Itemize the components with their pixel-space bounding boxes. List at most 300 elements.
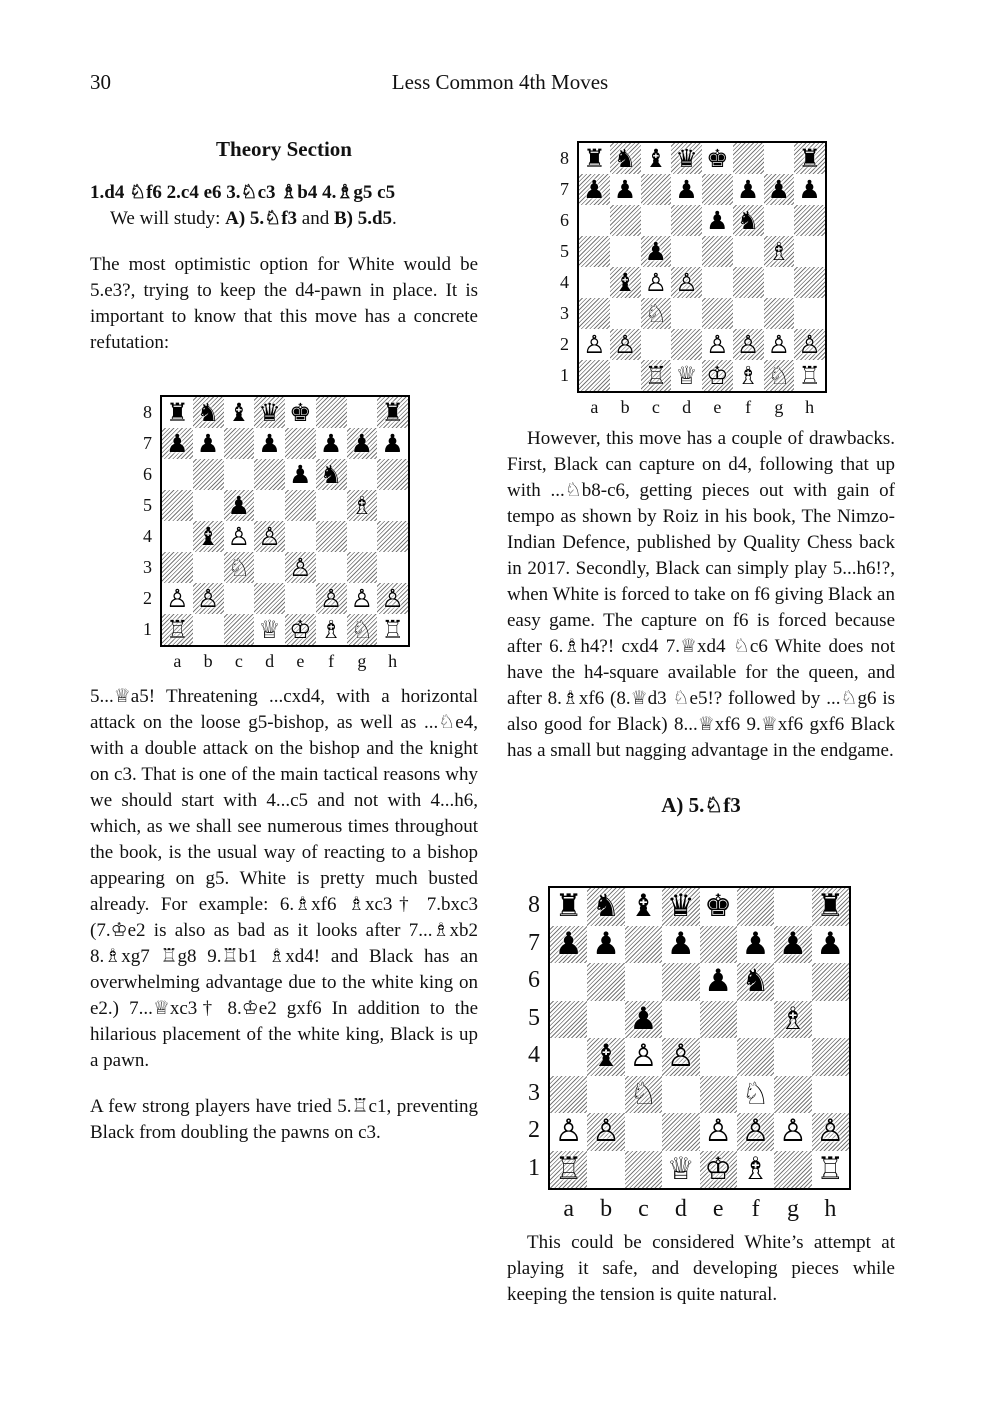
square-f1 bbox=[733, 360, 764, 391]
square-b4 bbox=[193, 521, 224, 552]
square-e2 bbox=[700, 1113, 737, 1151]
piece-a7: ♟ bbox=[554, 925, 583, 962]
square-f2 bbox=[737, 1113, 774, 1151]
piece-h8: ♜ bbox=[816, 888, 845, 925]
square-f4 bbox=[733, 267, 764, 298]
square-a8 bbox=[579, 143, 610, 174]
piece-d4: ♙ bbox=[675, 268, 698, 297]
piece-f2: ♙ bbox=[319, 584, 343, 613]
square-a4 bbox=[550, 1038, 587, 1076]
study-end: . bbox=[392, 208, 397, 229]
square-f5 bbox=[316, 490, 347, 521]
file-label: e bbox=[713, 397, 722, 417]
piece-d4: ♙ bbox=[258, 522, 281, 551]
piece-g2: ♙ bbox=[779, 1113, 807, 1150]
piece-h1: ♖ bbox=[381, 615, 404, 644]
square-g6 bbox=[774, 963, 811, 1001]
square-d8 bbox=[254, 397, 285, 428]
piece-a8: ♜ bbox=[554, 888, 583, 925]
square-f7 bbox=[733, 174, 764, 205]
piece-g5: ♗ bbox=[350, 491, 374, 520]
paragraph-5: This could be considered White’s attempt at playing it safe, and developing pieces while keeping the tension is quite natural. bbox=[507, 1232, 895, 1305]
piece-b8: ♞ bbox=[196, 398, 220, 427]
square-d5 bbox=[662, 1001, 699, 1039]
square-c7 bbox=[224, 428, 255, 459]
square-f4 bbox=[737, 1038, 774, 1076]
main-line: 1.d4 ♘f6 2.c4 e6 3.♘c3 ♗b4 4.♗g5 c5 bbox=[90, 182, 396, 203]
piece-e6: ♟ bbox=[704, 963, 733, 1000]
square-a6 bbox=[162, 459, 193, 490]
piece-h2: ♙ bbox=[798, 330, 821, 359]
square-d1 bbox=[671, 360, 702, 391]
piece-b7: ♟ bbox=[613, 175, 637, 204]
square-a3 bbox=[579, 298, 610, 329]
square-e1 bbox=[285, 614, 316, 645]
square-c2 bbox=[625, 1113, 662, 1151]
piece-g1: ♘ bbox=[350, 615, 374, 644]
square-h1 bbox=[794, 360, 825, 391]
square-g2 bbox=[347, 583, 378, 614]
piece-c3: ♘ bbox=[227, 553, 251, 582]
square-b7 bbox=[587, 926, 624, 964]
piece-c8: ♝ bbox=[644, 144, 668, 173]
rank-label: 2 bbox=[560, 333, 569, 354]
file-label: a bbox=[563, 1196, 575, 1222]
square-h3 bbox=[812, 1076, 849, 1114]
square-e3 bbox=[700, 1076, 737, 1114]
piece-f2: ♙ bbox=[741, 1113, 770, 1150]
piece-g5: ♗ bbox=[767, 237, 791, 266]
piece-d8: ♛ bbox=[666, 888, 695, 925]
square-e3 bbox=[702, 298, 733, 329]
file-label: h bbox=[388, 651, 398, 671]
rank-label: 4 bbox=[143, 525, 152, 546]
square-g8 bbox=[347, 397, 378, 428]
square-h8 bbox=[812, 888, 849, 926]
piece-g7: ♟ bbox=[350, 429, 374, 458]
piece-f7: ♟ bbox=[741, 925, 770, 962]
square-d8 bbox=[671, 143, 702, 174]
study-b: B) 5.d5 bbox=[333, 208, 393, 229]
square-g5 bbox=[347, 490, 378, 521]
piece-b2: ♙ bbox=[592, 1113, 620, 1150]
piece-b4: ♝ bbox=[613, 268, 637, 297]
rank-label: 2 bbox=[143, 587, 152, 608]
square-c5 bbox=[625, 1001, 662, 1039]
square-c4 bbox=[224, 521, 255, 552]
square-e4 bbox=[285, 521, 316, 552]
square-d2 bbox=[254, 583, 285, 614]
square-e1 bbox=[702, 360, 733, 391]
piece-h7: ♟ bbox=[798, 175, 821, 204]
square-f7 bbox=[316, 428, 347, 459]
piece-a2: ♙ bbox=[554, 1113, 583, 1150]
rank-label: 5 bbox=[143, 494, 152, 515]
square-f2 bbox=[316, 583, 347, 614]
square-b1 bbox=[610, 360, 641, 391]
square-a1 bbox=[550, 1151, 587, 1189]
piece-h8: ♜ bbox=[798, 144, 821, 173]
rank-label: 7 bbox=[560, 178, 569, 199]
square-f3 bbox=[737, 1076, 774, 1114]
piece-f6: ♞ bbox=[319, 460, 343, 489]
piece-h2: ♙ bbox=[381, 584, 404, 613]
right-column-top bbox=[507, 426, 895, 818]
piece-e8: ♚ bbox=[706, 144, 729, 173]
square-h4 bbox=[377, 521, 408, 552]
piece-c5: ♟ bbox=[227, 491, 251, 520]
square-c7 bbox=[625, 926, 662, 964]
piece-e8: ♚ bbox=[289, 398, 312, 427]
piece-c5: ♟ bbox=[629, 1000, 658, 1037]
running-title: Less Common 4th Moves bbox=[391, 70, 609, 94]
square-a1 bbox=[162, 614, 193, 645]
rank-label: 6 bbox=[528, 967, 540, 994]
subsection-title: A) 5.♘f3 bbox=[661, 793, 741, 817]
square-c4 bbox=[625, 1038, 662, 1076]
square-g6 bbox=[347, 459, 378, 490]
square-c6 bbox=[625, 963, 662, 1001]
square-c2 bbox=[641, 329, 672, 360]
square-g7 bbox=[764, 174, 795, 205]
piece-c4: ♙ bbox=[644, 268, 668, 297]
square-a3 bbox=[162, 552, 193, 583]
square-e2 bbox=[702, 329, 733, 360]
square-d1 bbox=[662, 1151, 699, 1189]
square-e6 bbox=[285, 459, 316, 490]
rank-label: 8 bbox=[143, 401, 152, 422]
piece-d7: ♟ bbox=[675, 175, 698, 204]
study-line bbox=[90, 206, 478, 232]
piece-b8: ♞ bbox=[613, 144, 637, 173]
piece-a1: ♖ bbox=[554, 1150, 583, 1187]
square-d3 bbox=[254, 552, 285, 583]
file-label: b bbox=[600, 1196, 613, 1222]
square-h1 bbox=[812, 1151, 849, 1189]
square-b7 bbox=[193, 428, 224, 459]
square-b8 bbox=[587, 888, 624, 926]
piece-a2: ♙ bbox=[166, 584, 189, 613]
square-b5 bbox=[610, 236, 641, 267]
square-b2 bbox=[587, 1113, 624, 1151]
piece-e3: ♙ bbox=[289, 553, 312, 582]
piece-b2: ♙ bbox=[613, 330, 637, 359]
square-f2 bbox=[733, 329, 764, 360]
piece-c8: ♝ bbox=[227, 398, 251, 427]
piece-b7: ♟ bbox=[196, 429, 220, 458]
square-a8 bbox=[162, 397, 193, 428]
section-title: Theory Section bbox=[216, 137, 352, 161]
square-e1 bbox=[700, 1151, 737, 1189]
square-b1 bbox=[587, 1151, 624, 1189]
piece-d8: ♛ bbox=[258, 398, 281, 427]
piece-a7: ♟ bbox=[166, 429, 189, 458]
square-c3 bbox=[641, 298, 672, 329]
file-label: c bbox=[651, 397, 660, 417]
square-d6 bbox=[254, 459, 285, 490]
piece-f7: ♟ bbox=[319, 429, 343, 458]
study-and: and bbox=[297, 208, 334, 229]
paragraph-1: The most optimistic option for White would be 5.e3?, trying to keep the d4-pawn in place. It is important to know that this move has a concrete refutation: bbox=[90, 254, 478, 353]
square-h6 bbox=[794, 205, 825, 236]
piece-f7: ♟ bbox=[736, 175, 760, 204]
square-b5 bbox=[587, 1001, 624, 1039]
piece-e2: ♙ bbox=[706, 330, 729, 359]
piece-b4: ♝ bbox=[592, 1038, 620, 1075]
square-c8 bbox=[625, 888, 662, 926]
square-a7 bbox=[579, 174, 610, 205]
square-f7 bbox=[737, 926, 774, 964]
piece-c1: ♖ bbox=[644, 361, 668, 390]
square-a2 bbox=[162, 583, 193, 614]
piece-e6: ♟ bbox=[289, 460, 312, 489]
piece-h7: ♟ bbox=[816, 925, 845, 962]
square-c6 bbox=[641, 205, 672, 236]
square-g4 bbox=[347, 521, 378, 552]
file-label: f bbox=[328, 651, 335, 671]
rank-label: 6 bbox=[560, 209, 569, 230]
rank-label: 2 bbox=[528, 1117, 540, 1144]
piece-b2: ♙ bbox=[196, 584, 220, 613]
square-h7 bbox=[812, 926, 849, 964]
square-f8 bbox=[737, 888, 774, 926]
piece-a8: ♜ bbox=[583, 144, 606, 173]
piece-c5: ♟ bbox=[644, 237, 668, 266]
square-f3 bbox=[316, 552, 347, 583]
square-g5 bbox=[774, 1001, 811, 1039]
file-label: d bbox=[265, 651, 275, 671]
square-g4 bbox=[774, 1038, 811, 1076]
square-a5 bbox=[162, 490, 193, 521]
square-f8 bbox=[316, 397, 347, 428]
square-d2 bbox=[662, 1113, 699, 1151]
square-d6 bbox=[671, 205, 702, 236]
study-prefix: We will study: bbox=[110, 208, 226, 229]
square-h2 bbox=[377, 583, 408, 614]
square-e8 bbox=[702, 143, 733, 174]
file-label: d bbox=[674, 1196, 687, 1222]
piece-d1: ♕ bbox=[666, 1150, 695, 1187]
file-label: f bbox=[751, 1196, 760, 1222]
square-a4 bbox=[579, 267, 610, 298]
square-c3 bbox=[625, 1076, 662, 1114]
piece-d7: ♟ bbox=[666, 925, 695, 962]
rank-label: 3 bbox=[528, 1079, 540, 1106]
chess-board bbox=[160, 395, 410, 647]
file-label: a bbox=[590, 397, 599, 417]
square-b3 bbox=[610, 298, 641, 329]
square-d1 bbox=[254, 614, 285, 645]
square-f1 bbox=[316, 614, 347, 645]
square-h8 bbox=[794, 143, 825, 174]
square-h3 bbox=[794, 298, 825, 329]
piece-g7: ♟ bbox=[767, 175, 791, 204]
file-label: g bbox=[786, 1196, 799, 1222]
square-d8 bbox=[662, 888, 699, 926]
file-label: e bbox=[712, 1196, 724, 1222]
square-c8 bbox=[224, 397, 255, 428]
square-c2 bbox=[224, 583, 255, 614]
square-d4 bbox=[671, 267, 702, 298]
rank-label: 5 bbox=[528, 1004, 540, 1031]
file-label: c bbox=[234, 651, 243, 671]
square-a6 bbox=[550, 963, 587, 1001]
study-a: A) 5.♘f3 bbox=[225, 208, 298, 229]
square-h5 bbox=[812, 1001, 849, 1039]
square-a7 bbox=[550, 926, 587, 964]
file-label: d bbox=[682, 397, 692, 417]
piece-d1: ♕ bbox=[258, 615, 281, 644]
square-h3 bbox=[377, 552, 408, 583]
square-h4 bbox=[794, 267, 825, 298]
square-f8 bbox=[733, 143, 764, 174]
square-c5 bbox=[641, 236, 672, 267]
right-column-bottom bbox=[507, 1230, 895, 1308]
square-g3 bbox=[764, 298, 795, 329]
square-e8 bbox=[700, 888, 737, 926]
square-d7 bbox=[671, 174, 702, 205]
rank-label: 4 bbox=[560, 271, 569, 292]
piece-g5: ♗ bbox=[779, 1000, 807, 1037]
piece-g2: ♙ bbox=[767, 330, 791, 359]
rank-label: 5 bbox=[560, 240, 569, 261]
piece-e1: ♔ bbox=[706, 361, 729, 390]
square-d7 bbox=[662, 926, 699, 964]
piece-f1: ♗ bbox=[319, 615, 343, 644]
piece-h1: ♖ bbox=[816, 1150, 845, 1187]
piece-e6: ♟ bbox=[706, 206, 729, 235]
square-d4 bbox=[254, 521, 285, 552]
square-h2 bbox=[812, 1113, 849, 1151]
piece-d7: ♟ bbox=[258, 429, 281, 458]
file-label: b bbox=[620, 397, 630, 417]
square-g5 bbox=[764, 236, 795, 267]
left-column-top bbox=[90, 136, 478, 356]
square-a1 bbox=[579, 360, 610, 391]
square-e6 bbox=[702, 205, 733, 236]
file-label: h bbox=[805, 397, 815, 417]
square-a2 bbox=[550, 1113, 587, 1151]
square-b3 bbox=[587, 1076, 624, 1114]
square-b2 bbox=[193, 583, 224, 614]
square-g2 bbox=[764, 329, 795, 360]
square-d3 bbox=[671, 298, 702, 329]
piece-d4: ♙ bbox=[666, 1038, 695, 1075]
rank-label: 1 bbox=[528, 1154, 540, 1181]
piece-h8: ♜ bbox=[381, 398, 404, 427]
square-b6 bbox=[193, 459, 224, 490]
square-a4 bbox=[162, 521, 193, 552]
square-h4 bbox=[812, 1038, 849, 1076]
square-c1 bbox=[224, 614, 255, 645]
square-a8 bbox=[550, 888, 587, 926]
rank-label: 7 bbox=[143, 432, 152, 453]
square-a5 bbox=[579, 236, 610, 267]
piece-f1: ♗ bbox=[736, 361, 760, 390]
square-b8 bbox=[610, 143, 641, 174]
square-e7 bbox=[285, 428, 316, 459]
piece-d8: ♛ bbox=[675, 144, 698, 173]
square-b1 bbox=[193, 614, 224, 645]
piece-c4: ♙ bbox=[227, 522, 251, 551]
square-f1 bbox=[737, 1151, 774, 1189]
paragraph-4: However, this move has a couple of drawbacks. First, Black can capture on d4, following that up with ...♘b8-c6, getting pieces out with gain of tempo as shown by Roiz in his book, The Nimzo-Indian Defence, published by Quality Chess back in 2017. Secondly, Black can simply play 5...h6!?, when White is forced to take on f6 giving Black an easy game. The capture on f6 is forced because after 6.♗h4?! cxd4 7.♕xd4 ♘c6 White does not have the h4-square available for the queen, and after 8.♗xf6 (8.♕d3 ♘e5!? followed by ...♘g6 is also good for Black) 8...♕xf6 9.♕xf6 gxf6 Black has a small but nagging advantage in the endgame. bbox=[507, 428, 895, 761]
square-g3 bbox=[347, 552, 378, 583]
square-a2 bbox=[579, 329, 610, 360]
square-e3 bbox=[285, 552, 316, 583]
piece-g7: ♟ bbox=[779, 925, 807, 962]
square-g7 bbox=[347, 428, 378, 459]
left-column-bottom bbox=[90, 684, 478, 1146]
square-a3 bbox=[550, 1076, 587, 1114]
file-label: g bbox=[357, 651, 367, 671]
square-g3 bbox=[774, 1076, 811, 1114]
square-f4 bbox=[316, 521, 347, 552]
piece-h1: ♖ bbox=[798, 361, 821, 390]
piece-a2: ♙ bbox=[583, 330, 606, 359]
piece-b4: ♝ bbox=[196, 522, 220, 551]
square-e4 bbox=[700, 1038, 737, 1076]
square-e2 bbox=[285, 583, 316, 614]
rank-label: 3 bbox=[560, 302, 569, 323]
square-e7 bbox=[702, 174, 733, 205]
piece-f2: ♙ bbox=[736, 330, 760, 359]
square-h8 bbox=[377, 397, 408, 428]
file-label: e bbox=[296, 651, 305, 671]
square-e5 bbox=[702, 236, 733, 267]
paragraph-2: 5...♕a5! Threatening ...cxd4, with a horizontal attack on the loose g5-bishop, as well as ...♘e4, with a double attack on the bishop and the knight on c3. That is one of the main tactical reasons why we should start with 4...c5 and not with 4...h6, which, as we shall see numerous times throughout the book, is the usual way of reacting to a bishop appearing on g5. White is pretty much busted already. For example: 6.♗xf6 ♗xc3† 7.bxc3 (7.♔e2 is also as bad as it looks after 7...♗xb2 8.♗xg7 ♖g8 9.♖b1 ♗xd4! and Black has an overwhelming advantage due to the white king on e2.) 7...♕xc3† 8.♔e2 gxf6 In addition to the hilarious placement of the white king, Black is up a pawn. bbox=[90, 686, 478, 1071]
rank-label: 6 bbox=[143, 463, 152, 484]
piece-e2: ♙ bbox=[704, 1113, 733, 1150]
piece-c4: ♙ bbox=[629, 1038, 658, 1075]
square-a5 bbox=[550, 1001, 587, 1039]
square-c4 bbox=[641, 267, 672, 298]
square-b6 bbox=[610, 205, 641, 236]
square-g8 bbox=[764, 143, 795, 174]
square-h2 bbox=[794, 329, 825, 360]
piece-e8: ♚ bbox=[704, 888, 733, 925]
piece-f6: ♞ bbox=[736, 206, 760, 235]
square-e7 bbox=[700, 926, 737, 964]
square-b7 bbox=[610, 174, 641, 205]
piece-f3: ♘ bbox=[741, 1075, 770, 1112]
square-d7 bbox=[254, 428, 285, 459]
square-g6 bbox=[764, 205, 795, 236]
square-h6 bbox=[812, 963, 849, 1001]
piece-c3: ♘ bbox=[644, 299, 668, 328]
square-d4 bbox=[662, 1038, 699, 1076]
rank-label: 3 bbox=[143, 556, 152, 577]
page-number: 30 bbox=[90, 70, 111, 94]
square-e5 bbox=[285, 490, 316, 521]
square-f6 bbox=[316, 459, 347, 490]
square-a7 bbox=[162, 428, 193, 459]
rank-label: 8 bbox=[560, 147, 569, 168]
rank-label: 4 bbox=[528, 1042, 540, 1069]
square-b5 bbox=[193, 490, 224, 521]
piece-f1: ♗ bbox=[741, 1150, 770, 1187]
square-h7 bbox=[794, 174, 825, 205]
square-e6 bbox=[700, 963, 737, 1001]
file-label: h bbox=[824, 1196, 837, 1222]
piece-b8: ♞ bbox=[592, 888, 620, 925]
piece-g2: ♙ bbox=[350, 584, 374, 613]
square-g4 bbox=[764, 267, 795, 298]
piece-f6: ♞ bbox=[741, 963, 770, 1000]
rank-label: 1 bbox=[143, 618, 152, 639]
square-c5 bbox=[224, 490, 255, 521]
square-c1 bbox=[641, 360, 672, 391]
